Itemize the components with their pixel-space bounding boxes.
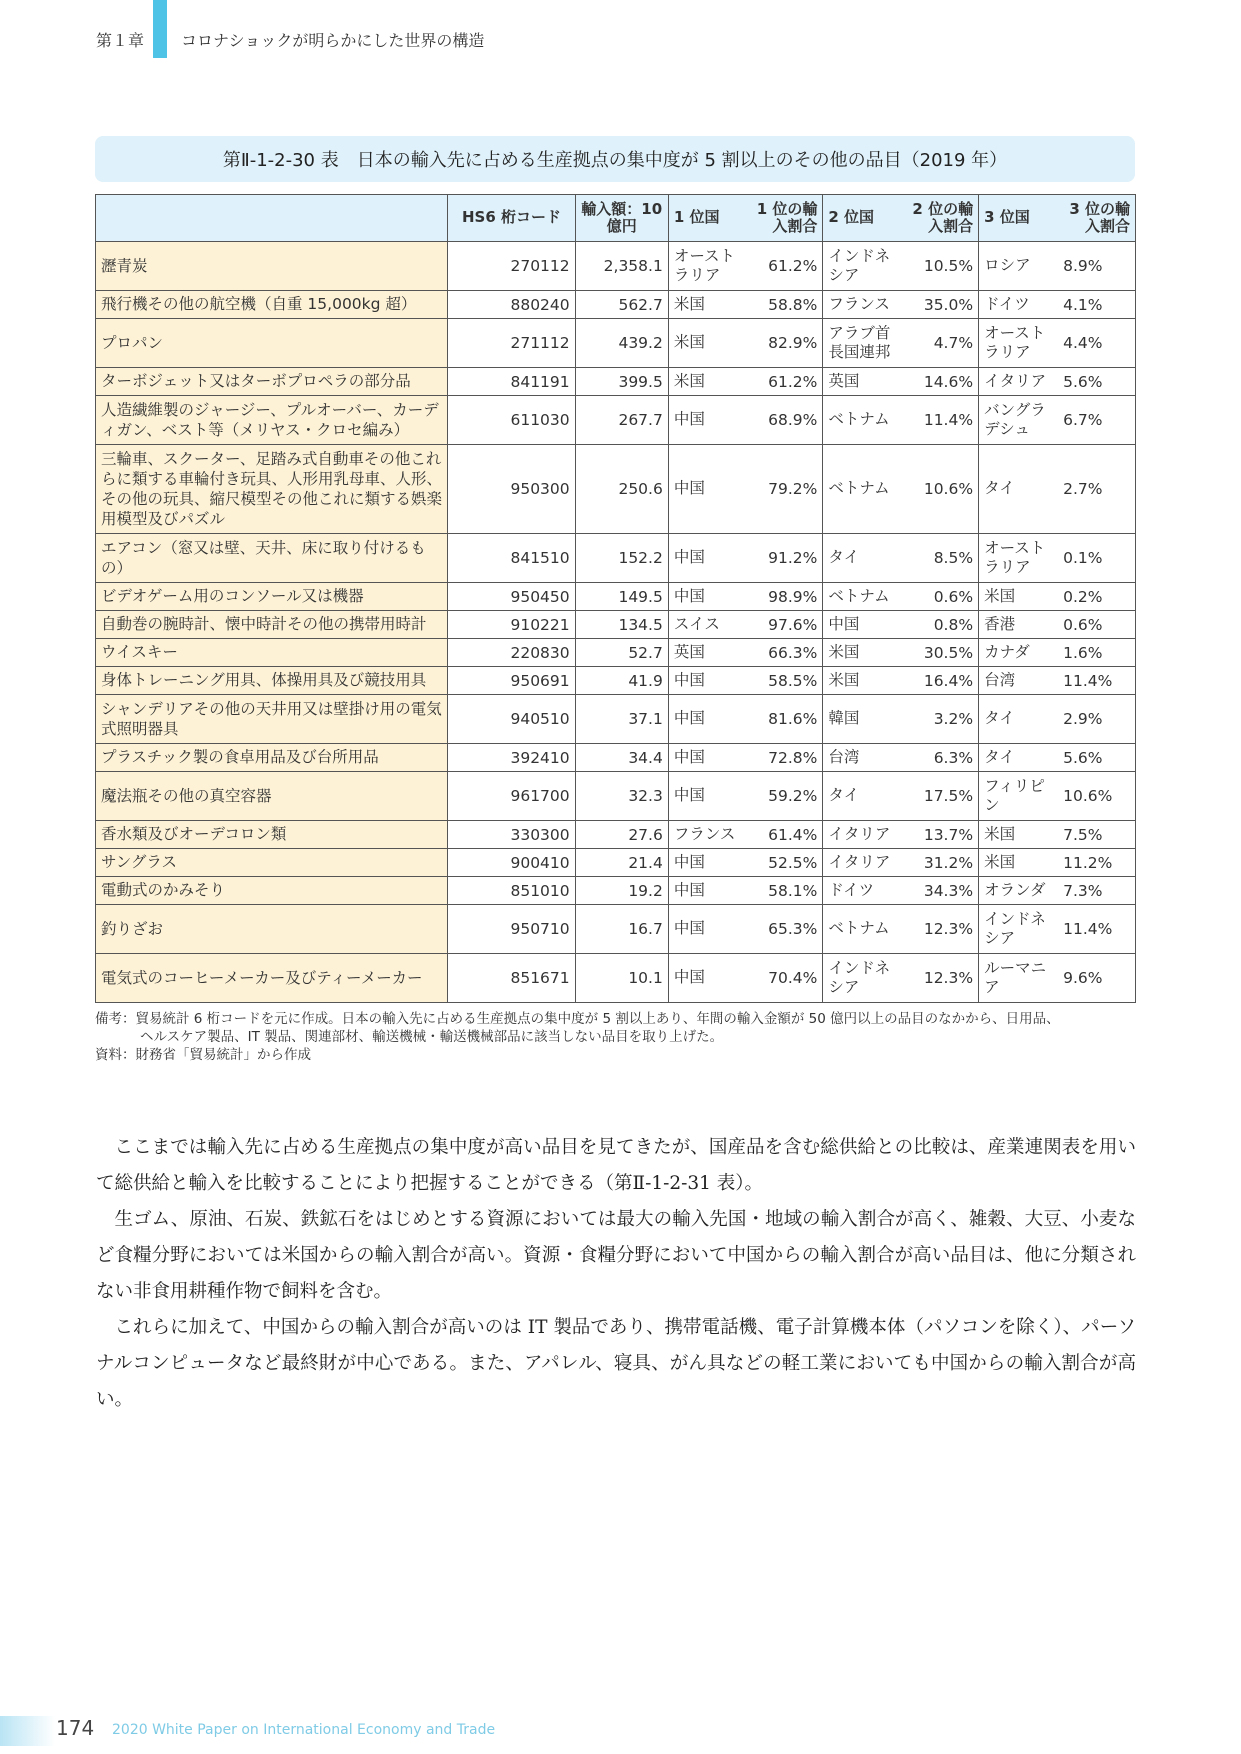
paragraph-2: 生ゴム、原油、石炭、鉄鉱石をはじめとする資源においては最大の輸入先国・地域の輸入割合が高く、雑穀、大豆、小麦など食糧分野においては米国からの輸入割合が高い。資源・食糧分野において中国からの輸入割合が高い品目は、他に分類されない非食用耕種作物で飼料を含む。 [96, 1209, 1136, 1302]
share-2: 4.7% [907, 319, 979, 368]
share-3: 0.6% [1058, 611, 1135, 639]
hs-code: 900410 [448, 849, 575, 877]
country-3: 米国 [979, 821, 1059, 849]
share-2: 30.5% [907, 639, 979, 667]
country-2: 米国 [823, 639, 907, 667]
table-row [96, 905, 1136, 954]
share-1: 66.3% [750, 639, 823, 667]
table-row [96, 319, 1136, 368]
share-1: 79.2% [750, 445, 823, 534]
share-2: 6.3% [907, 744, 979, 772]
table-row [96, 744, 1136, 772]
table-row [96, 291, 1136, 319]
table-row [96, 639, 1136, 667]
hs-code: 950691 [448, 667, 575, 695]
table-row [96, 583, 1136, 611]
import-value: 52.7 [575, 639, 668, 667]
item-name: 人造繊維製のジャージー、プルオーバー、カーディガン、ベスト等（メリヤス・クロセ編み） [96, 396, 448, 445]
country-2: イタリア [823, 821, 907, 849]
share-3: 8.9% [1058, 242, 1135, 291]
item-name: 飛行機その他の航空機（自重 15,000kg 超） [96, 291, 448, 319]
table-row [96, 368, 1136, 396]
hs-code: 940510 [448, 695, 575, 744]
share-2: 10.5% [907, 242, 979, 291]
country-1: 中国 [668, 877, 750, 905]
share-3: 7.3% [1058, 877, 1135, 905]
hs-code: 330300 [448, 821, 575, 849]
share-2: 3.2% [907, 695, 979, 744]
country-2: タイ [823, 534, 907, 583]
share-2: 8.5% [907, 534, 979, 583]
share-1: 65.3% [750, 905, 823, 954]
country-1: オーストラリア [668, 242, 750, 291]
share-1: 81.6% [750, 695, 823, 744]
country-3: イタリア [979, 368, 1059, 396]
hs-code: 611030 [448, 396, 575, 445]
share-3: 9.6% [1058, 954, 1135, 1003]
country-3: オランダ [979, 877, 1059, 905]
header-share-2: 2 位の輸入割合 [907, 195, 979, 242]
item-name: 魔法瓶その他の真空容器 [96, 772, 448, 821]
share-3: 4.1% [1058, 291, 1135, 319]
share-1: 52.5% [750, 849, 823, 877]
hs-code: 851010 [448, 877, 575, 905]
country-2: 韓国 [823, 695, 907, 744]
paragraph-1: ここまでは輸入先に占める生産拠点の集中度が高い品目を見てきたが、国産品を含む総供給との比較は、産業連関表を用いて総供給と輸入を比較することにより把握することができる（第Ⅱ-1-2-31 表）。 [96, 1137, 1136, 1194]
country-3: 米国 [979, 849, 1059, 877]
table-row [96, 821, 1136, 849]
country-1: 中国 [668, 905, 750, 954]
table-header-row [96, 195, 1136, 242]
item-name: 瀝青炭 [96, 242, 448, 291]
share-3: 6.7% [1058, 396, 1135, 445]
table-source: 資料：財務省「貿易統計」から作成 [95, 1047, 311, 1063]
share-3: 7.5% [1058, 821, 1135, 849]
item-name: 自動巻の腕時計、懐中時計その他の携帯用時計 [96, 611, 448, 639]
hs-code: 950300 [448, 445, 575, 534]
page-number: 174 [56, 1716, 95, 1740]
item-name: プラスチック製の食卓用品及び台所用品 [96, 744, 448, 772]
import-value: 27.6 [575, 821, 668, 849]
share-3: 2.7% [1058, 445, 1135, 534]
import-value: 19.2 [575, 877, 668, 905]
import-value: 250.6 [575, 445, 668, 534]
item-name: 電動式のかみそり [96, 877, 448, 905]
country-2: ベトナム [823, 905, 907, 954]
share-2: 13.7% [907, 821, 979, 849]
share-1: 61.4% [750, 821, 823, 849]
country-1: 米国 [668, 319, 750, 368]
country-1: フランス [668, 821, 750, 849]
country-3: フィリピン [979, 772, 1059, 821]
country-3: タイ [979, 445, 1059, 534]
share-1: 72.8% [750, 744, 823, 772]
country-2: 米国 [823, 667, 907, 695]
country-3: ルーマニア [979, 954, 1059, 1003]
table-row [96, 445, 1136, 534]
header-country-3: 3 位国 [979, 195, 1059, 242]
body-text [96, 1130, 1136, 1418]
import-value: 152.2 [575, 534, 668, 583]
country-1: 中国 [668, 534, 750, 583]
country-2: ベトナム [823, 445, 907, 534]
country-2: ドイツ [823, 877, 907, 905]
share-2: 12.3% [907, 905, 979, 954]
header-import-value: 輸入額：10 億円 [575, 195, 668, 242]
item-name: ウイスキー [96, 639, 448, 667]
share-1: 61.2% [750, 242, 823, 291]
share-1: 98.9% [750, 583, 823, 611]
country-1: 中国 [668, 667, 750, 695]
share-1: 59.2% [750, 772, 823, 821]
share-1: 70.4% [750, 954, 823, 1003]
country-2: 中国 [823, 611, 907, 639]
country-1: 中国 [668, 772, 750, 821]
country-1: 中国 [668, 954, 750, 1003]
table-row [96, 667, 1136, 695]
header-share-1: 1 位の輸入割合 [750, 195, 823, 242]
country-1: 中国 [668, 445, 750, 534]
share-2: 0.8% [907, 611, 979, 639]
share-3: 5.6% [1058, 744, 1135, 772]
share-2: 12.3% [907, 954, 979, 1003]
country-3: カナダ [979, 639, 1059, 667]
table-row [96, 877, 1136, 905]
country-2: 台湾 [823, 744, 907, 772]
footer-accent-bar [0, 1716, 55, 1746]
country-1: 中国 [668, 396, 750, 445]
country-1: 米国 [668, 291, 750, 319]
share-2: 35.0% [907, 291, 979, 319]
share-3: 0.1% [1058, 534, 1135, 583]
hs-code: 880240 [448, 291, 575, 319]
country-2: ベトナム [823, 396, 907, 445]
item-name: シャンデリアその他の天井用又は壁掛け用の電気式照明器具 [96, 695, 448, 744]
share-1: 61.2% [750, 368, 823, 396]
country-3: オーストラリア [979, 319, 1059, 368]
country-2: インドネシア [823, 954, 907, 1003]
share-2: 34.3% [907, 877, 979, 905]
hs-code: 950450 [448, 583, 575, 611]
share-2: 11.4% [907, 396, 979, 445]
hs-code: 950710 [448, 905, 575, 954]
share-1: 68.9% [750, 396, 823, 445]
import-value: 10.1 [575, 954, 668, 1003]
table-row [96, 611, 1136, 639]
table-row [96, 849, 1136, 877]
hs-code: 851671 [448, 954, 575, 1003]
item-name: ターボジェット又はターボプロペラの部分品 [96, 368, 448, 396]
header-country-2: 2 位国 [823, 195, 907, 242]
table-row [96, 954, 1136, 1003]
country-3: インドネシア [979, 905, 1059, 954]
header-item [96, 195, 448, 242]
share-1: 58.8% [750, 291, 823, 319]
import-value: 41.9 [575, 667, 668, 695]
country-3: オーストラリア [979, 534, 1059, 583]
import-concentration-table [95, 194, 1136, 1003]
import-value: 439.2 [575, 319, 668, 368]
country-2: ベトナム [823, 583, 907, 611]
share-1: 58.5% [750, 667, 823, 695]
country-1: 中国 [668, 695, 750, 744]
item-name: 香水類及びオーデコロン類 [96, 821, 448, 849]
import-value: 562.7 [575, 291, 668, 319]
item-name: サングラス [96, 849, 448, 877]
share-2: 31.2% [907, 849, 979, 877]
country-1: 中国 [668, 583, 750, 611]
item-name: エアコン（窓又は壁、天井、床に取り付けるもの） [96, 534, 448, 583]
hs-code: 271112 [448, 319, 575, 368]
chapter-label: 第１章 [96, 31, 145, 50]
country-1: 中国 [668, 744, 750, 772]
share-3: 4.4% [1058, 319, 1135, 368]
country-2: タイ [823, 772, 907, 821]
share-3: 11.4% [1058, 905, 1135, 954]
country-3: タイ [979, 695, 1059, 744]
country-3: ロシア [979, 242, 1059, 291]
share-2: 0.6% [907, 583, 979, 611]
header-hs-code: HS6 桁コード [448, 195, 575, 242]
country-2: フランス [823, 291, 907, 319]
import-value: 16.7 [575, 905, 668, 954]
share-3: 1.6% [1058, 639, 1135, 667]
header-share-3: 3 位の輸入割合 [1058, 195, 1135, 242]
country-3: 台湾 [979, 667, 1059, 695]
share-2: 17.5% [907, 772, 979, 821]
table-row [96, 396, 1136, 445]
country-3: 香港 [979, 611, 1059, 639]
country-3: タイ [979, 744, 1059, 772]
import-value: 399.5 [575, 368, 668, 396]
item-name: ビデオゲーム用のコンソール又は機器 [96, 583, 448, 611]
share-3: 10.6% [1058, 772, 1135, 821]
country-1: 米国 [668, 368, 750, 396]
table-row [96, 772, 1136, 821]
table-title: 第Ⅱ-1-2-30 表 日本の輸入先に占める生産拠点の集中度が 5 割以上のその他の品目（2019 年） [95, 136, 1135, 182]
paragraph-3: これらに加えて、中国からの輸入割合が高いのは IT 製品であり、携帯電話機、電子計算機本体（パソコンを除く）、パーソナルコンピュータなど最終財が中心である。また、アパレル、寝具、がん具などの軽工業においても中国からの輸入割合が高い。 [96, 1317, 1136, 1410]
import-value: 34.4 [575, 744, 668, 772]
share-3: 0.2% [1058, 583, 1135, 611]
hs-code: 392410 [448, 744, 575, 772]
hs-code: 841191 [448, 368, 575, 396]
import-value: 267.7 [575, 396, 668, 445]
share-1: 91.2% [750, 534, 823, 583]
country-2: アラブ首長国連邦 [823, 319, 907, 368]
import-value: 21.4 [575, 849, 668, 877]
table-row [96, 695, 1136, 744]
table-row [96, 534, 1136, 583]
country-3: 米国 [979, 583, 1059, 611]
hs-code: 961700 [448, 772, 575, 821]
hs-code: 270112 [448, 242, 575, 291]
item-name: 釣りざお [96, 905, 448, 954]
share-1: 82.9% [750, 319, 823, 368]
item-name: 電気式のコーヒーメーカー及びティーメーカー [96, 954, 448, 1003]
country-2: イタリア [823, 849, 907, 877]
table-remark-line2: ヘルスケア製品、IT 製品、関連部材、輸送機械・輸送機械部品に該当しない品目を取り上げた。 [140, 1029, 724, 1045]
import-value: 149.5 [575, 583, 668, 611]
country-1: 英国 [668, 639, 750, 667]
share-3: 5.6% [1058, 368, 1135, 396]
item-name: 三輪車、スクーター、足踏み式自動車その他これらに類する車輪付き玩具、人形用乳母車、人形、その他の玩具、縮尺模型その他これに類する娯楽用模型及びパズル [96, 445, 448, 534]
share-1: 58.1% [750, 877, 823, 905]
country-1: 中国 [668, 849, 750, 877]
item-name: 身体トレーニング用具、体操用具及び競技用具 [96, 667, 448, 695]
share-1: 97.6% [750, 611, 823, 639]
country-3: バングラデシュ [979, 396, 1059, 445]
share-3: 2.9% [1058, 695, 1135, 744]
hs-code: 910221 [448, 611, 575, 639]
country-1: スイス [668, 611, 750, 639]
table-remark-line1: 備考：貿易統計 6 桁コードを元に作成。日本の輸入先に占める生産拠点の集中度が 5 割以上あり、年間の輸入金額が 50 億円以上の品目のなかから、日用品、 [95, 1011, 1060, 1027]
country-2: インドネシア [823, 242, 907, 291]
import-value: 2,358.1 [575, 242, 668, 291]
header-accent-bar [153, 0, 167, 58]
share-2: 10.6% [907, 445, 979, 534]
item-name: プロパン [96, 319, 448, 368]
share-2: 16.4% [907, 667, 979, 695]
share-3: 11.2% [1058, 849, 1135, 877]
hs-code: 841510 [448, 534, 575, 583]
import-value: 134.5 [575, 611, 668, 639]
import-value: 32.3 [575, 772, 668, 821]
share-2: 14.6% [907, 368, 979, 396]
table-row [96, 242, 1136, 291]
import-value: 37.1 [575, 695, 668, 744]
chapter-title: コロナショックが明らかにした世界の構造 [181, 31, 485, 50]
country-3: ドイツ [979, 291, 1059, 319]
header-country-1: 1 位国 [668, 195, 750, 242]
hs-code: 220830 [448, 639, 575, 667]
country-2: 英国 [823, 368, 907, 396]
publication-title: 2020 White Paper on International Economy and Trade [112, 1722, 496, 1738]
share-3: 11.4% [1058, 667, 1135, 695]
